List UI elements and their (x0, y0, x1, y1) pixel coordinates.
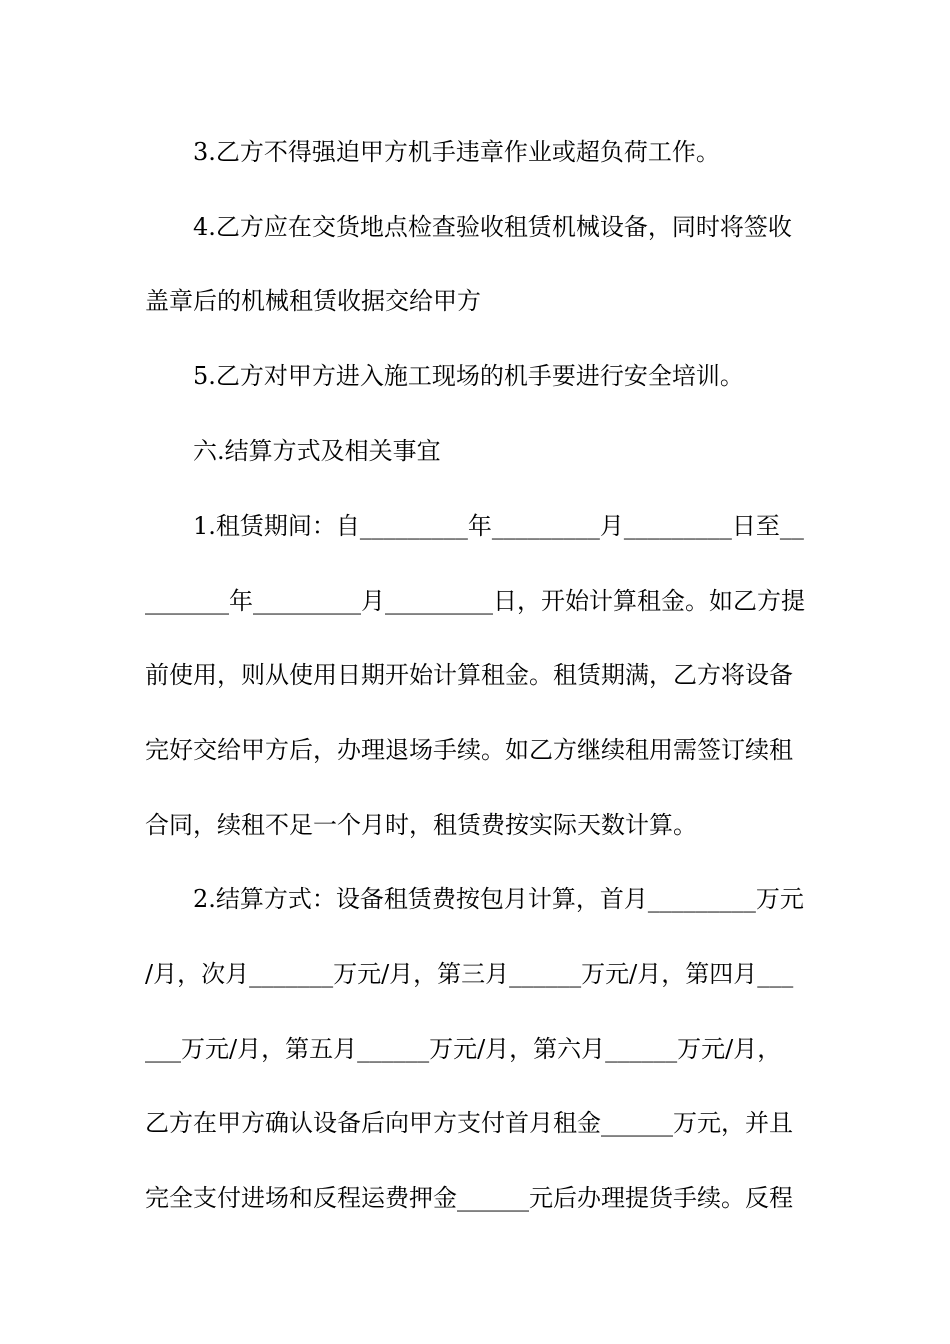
settlement-clause-1-cont-3: 完好交给甲方后，办理退场手续。如乙方继续租用需签订续租 (145, 736, 793, 764)
settlement-clause-1-cont-1: _______年_________月_________日，开始计算租金。如乙方提 (145, 587, 805, 615)
settlement-clause-2-cont-3: 乙方在甲方确认设备后向甲方支付首月租金______万元，并且 (145, 1109, 793, 1137)
settlement-clause-2: 2.结算方式：设备租赁费按包月计算，首月_________万元 (193, 885, 804, 913)
settlement-clause-2-cont-2: ___万元/月，第五月______万元/月，第六月______万元/月， (145, 1035, 782, 1063)
settlement-clause-1-cont-2: 前使用，则从使用日期开始计算租金。租赁期满，乙方将设备 (145, 661, 793, 689)
settlement-clause-1: 1.租赁期间：自_________年_________月_________日至__ (193, 512, 804, 540)
clause-5-text: 5.乙方对甲方进入施工现场的机手要进行安全培训。 (193, 362, 744, 390)
section-6-heading: 六.结算方式及相关事宜 (193, 437, 441, 465)
clause-4-text-cont: 盖章后的机械租赁收据交给甲方 (145, 287, 481, 315)
settlement-clause-1-cont-4: 合同，续租不足一个月时，租赁费按实际天数计算。 (145, 811, 697, 839)
clause-4-text: 4.乙方应在交货地点检查验收租赁机械设备，同时将签收 (193, 213, 792, 241)
settlement-clause-2-cont-4: 完全支付进场和反程运费押金______元后办理提货手续。反程 (145, 1184, 793, 1212)
clause-3-text: 3.乙方不得强迫甲方机手违章作业或超负荷工作。 (193, 138, 720, 166)
settlement-clause-2-cont-1: /月，次月_______万元/月，第三月______万元/月，第四月___ (145, 960, 794, 988)
